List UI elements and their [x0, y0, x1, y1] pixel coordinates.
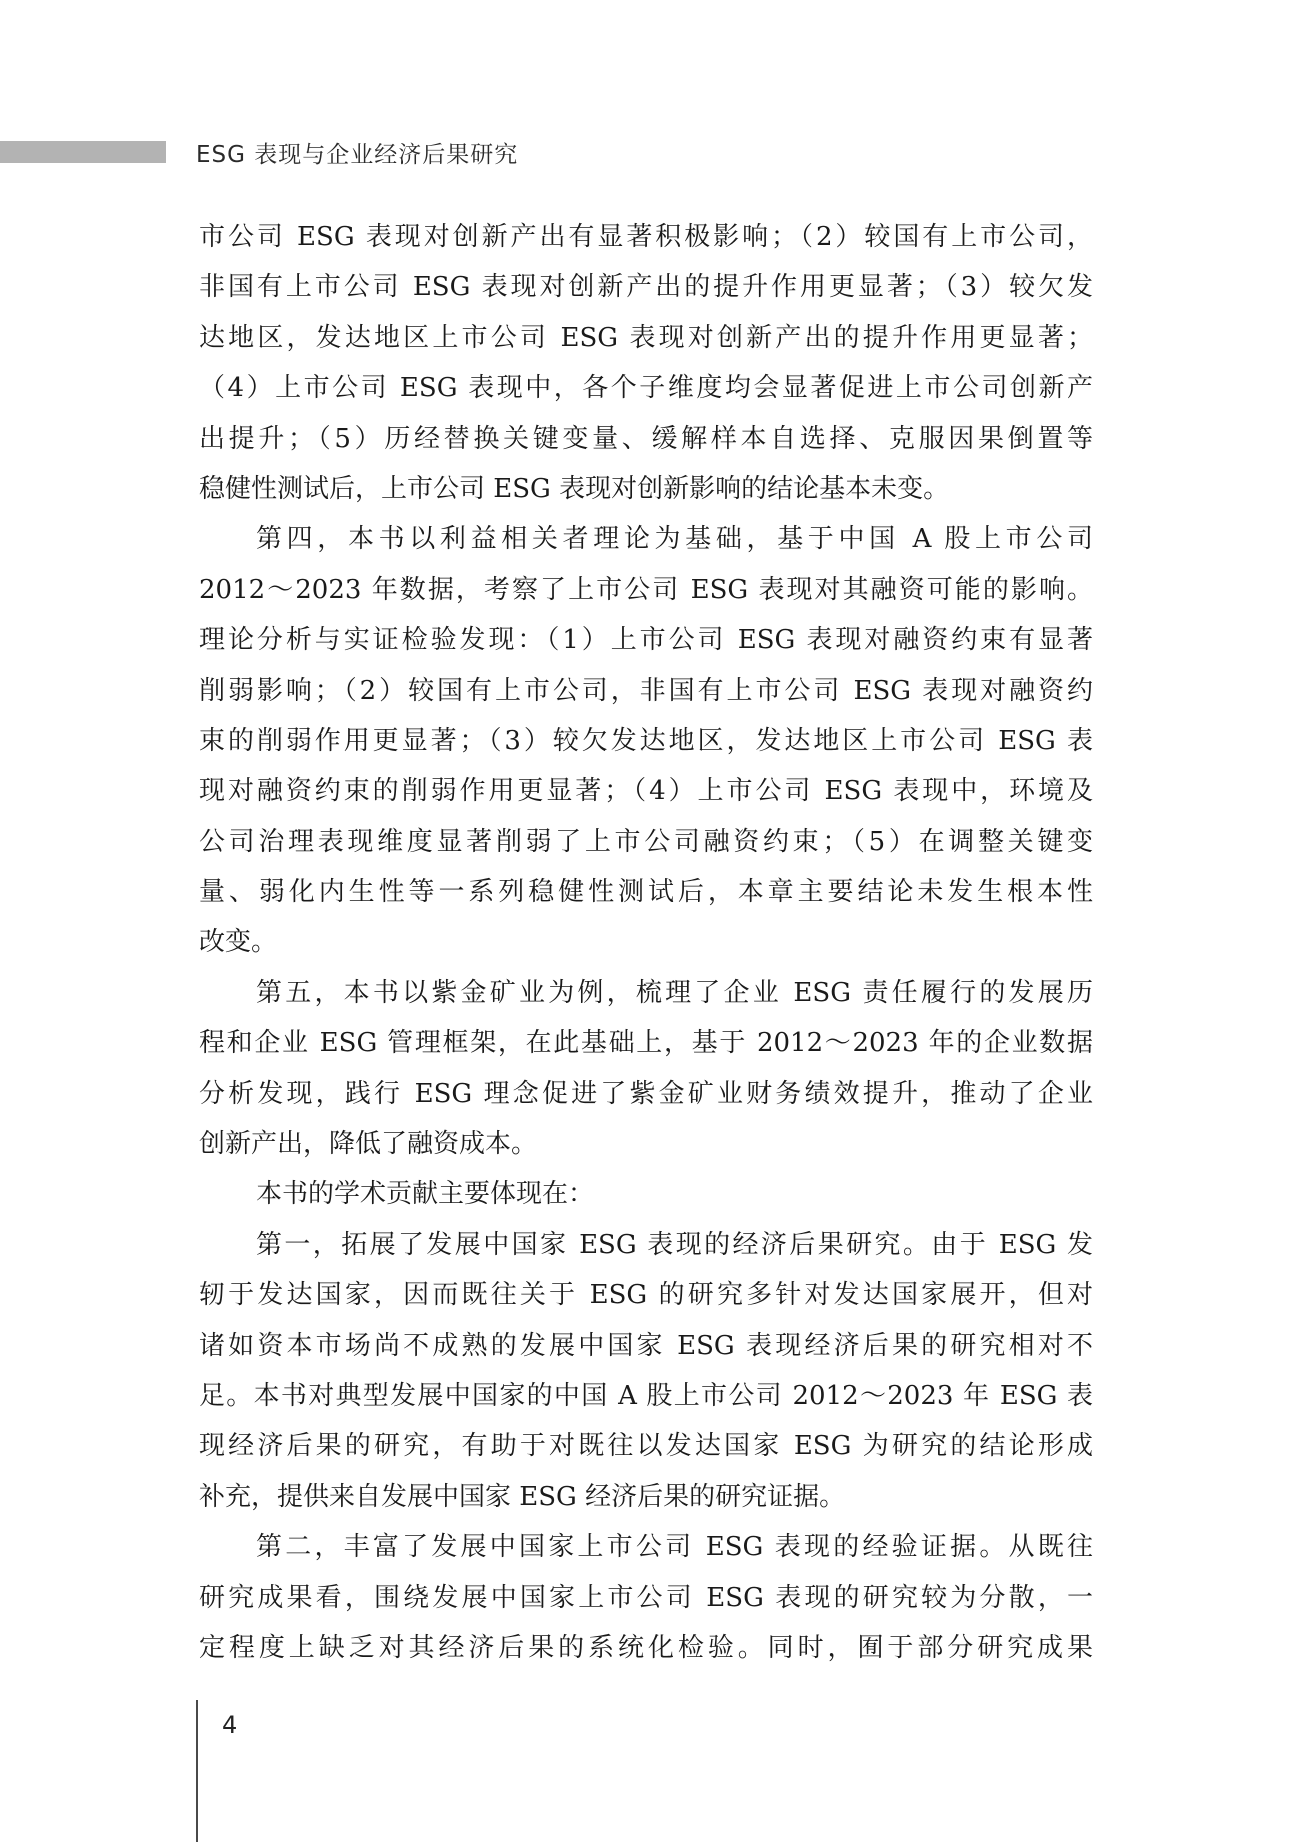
text-line: 第五，本书以紫金矿业为例，梳理了企业 ESG 责任履行的发展历	[256, 977, 1093, 1008]
header-accent-bar	[0, 141, 166, 163]
text-line: 束的削弱作用更显著；（3）较欠发达地区，发达地区上市公司 ESG 表	[199, 725, 1093, 756]
text-line: 达地区，发达地区上市公司 ESG 表现对创新产出的提升作用更显著；	[199, 322, 1093, 353]
text-line: 改变。	[199, 927, 278, 958]
footer-rule	[196, 1700, 198, 1842]
text-line: 第二，丰富了发展中国家上市公司 ESG 表现的经验证据。从既往	[256, 1532, 1093, 1563]
text-line: 理论分析与实证检验发现：（1）上市公司 ESG 表现对融资约束有显著	[199, 625, 1093, 656]
text-line: 非国有上市公司 ESG 表现对创新产出的提升作用更显著；（3）较欠发	[199, 272, 1093, 303]
text-line: 稳健性测试后，上市公司 ESG 表现对创新影响的结论基本未变。	[199, 473, 950, 504]
running-header-title: ESG 表现与企业经济后果研究	[196, 142, 519, 168]
page-number: 4	[222, 1711, 238, 1739]
body-text	[199, 212, 1093, 1673]
text-line: 2012～2023 年数据，考察了上市公司 ESG 表现对其融资可能的影响。	[199, 574, 1093, 605]
text-line: 量、弱化内生性等一系列稳健性测试后，本章主要结论未发生根本性	[199, 877, 1093, 908]
text-line: 分析发现，践行 ESG 理念促进了紫金矿业财务绩效提升，推动了企业	[199, 1078, 1093, 1109]
text-line: 创新产出，降低了融资成本。	[199, 1129, 538, 1160]
text-line: 诸如资本市场尚不成熟的发展中国家 ESG 表现经济后果的研究相对不	[199, 1330, 1093, 1361]
text-line: 轫于发达国家，因而既往关于 ESG 的研究多针对发达国家展开，但对	[199, 1280, 1093, 1311]
text-line: 足。本书对典型发展中国家的中国 A 股上市公司 2012～2023 年 ESG 表	[199, 1380, 1093, 1411]
text-line: 市公司 ESG 表现对创新产出有显著积极影响；（2）较国有上市公司，	[199, 222, 1093, 252]
text-line: 本书的学术贡献主要体现在：	[256, 1179, 595, 1210]
text-line: 削弱影响；（2）较国有上市公司，非国有上市公司 ESG 表现对融资约	[199, 675, 1093, 706]
text-line: 现经济后果的研究，有助于对既往以发达国家 ESG 为研究的结论形成	[199, 1431, 1093, 1462]
text-line: 现对融资约束的削弱作用更显著；（4）上市公司 ESG 表现中，环境及	[199, 776, 1093, 807]
text-line: 出提升；（5）历经替换关键变量、缓解样本自选择、克服因果倒置等	[199, 423, 1093, 454]
text-line: 第一，拓展了发展中国家 ESG 表现的经济后果研究。由于 ESG 发	[256, 1229, 1093, 1260]
text-line: 补充，提供来自发展中国家 ESG 经济后果的研究证据。	[199, 1481, 846, 1512]
text-line: 第四，本书以利益相关者理论为基础，基于中国 A 股上市公司	[256, 524, 1093, 555]
text-line: 公司治理表现维度显著削弱了上市公司融资约束；（5）在调整关键变	[199, 826, 1093, 857]
text-line: （4）上市公司 ESG 表现中，各个子维度均会显著促进上市公司创新产	[199, 373, 1093, 404]
text-line: 程和企业 ESG 管理框架，在此基础上，基于 2012～2023 年的企业数据	[199, 1028, 1093, 1059]
text-line: 研究成果看，围绕发展中国家上市公司 ESG 表现的研究较为分散，一	[199, 1582, 1093, 1613]
text-line: 定程度上缺乏对其经济后果的系统化检验。同时，囿于部分研究成果	[199, 1632, 1093, 1663]
